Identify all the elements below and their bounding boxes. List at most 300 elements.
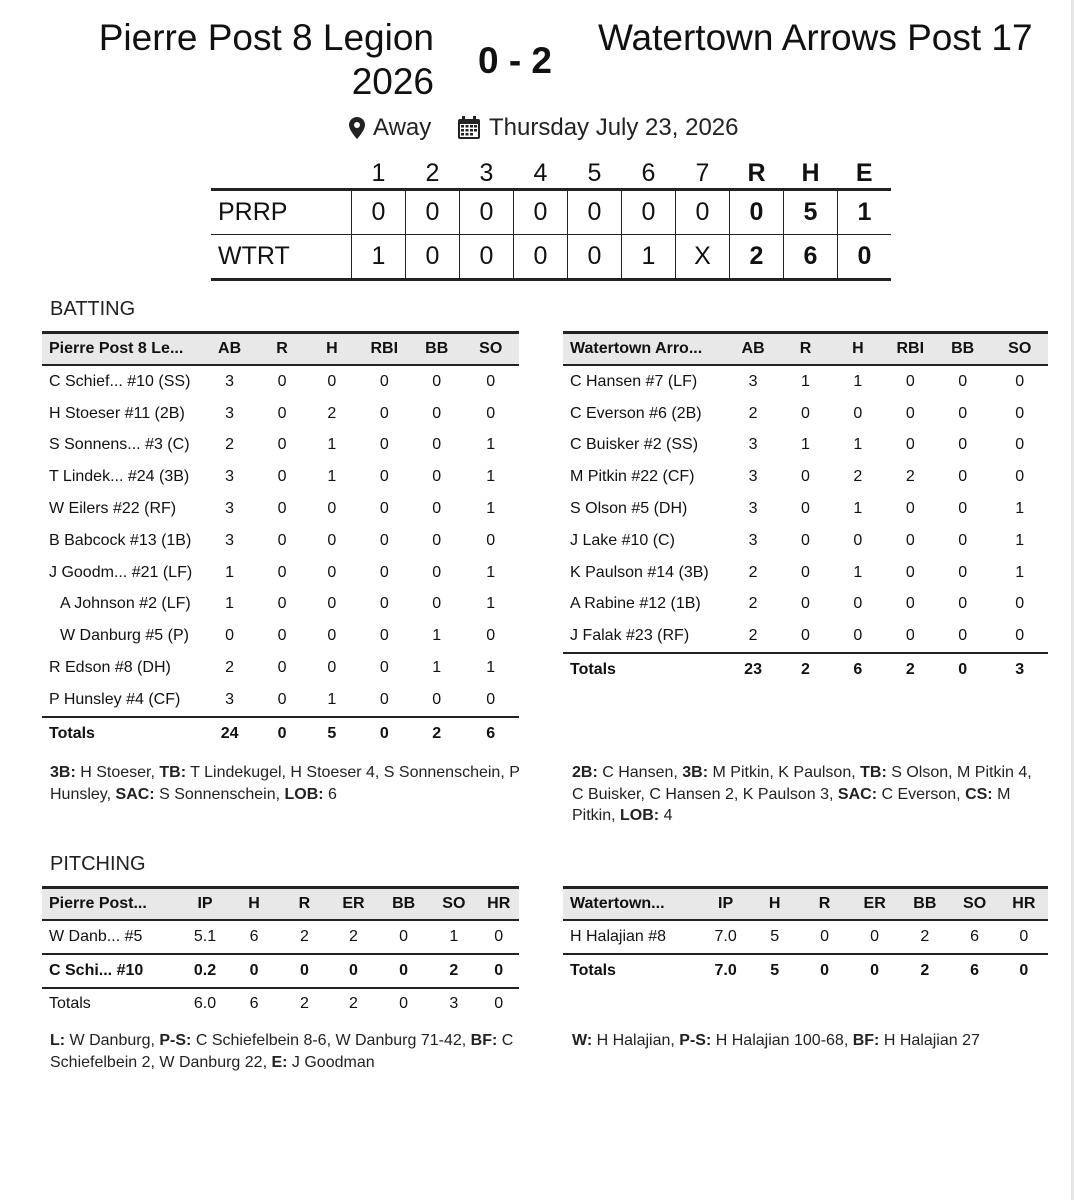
note-key: 3B: xyxy=(50,764,76,781)
stat-cell: 0 xyxy=(1015,404,1025,422)
stat-cell: 0 xyxy=(958,404,968,422)
stat-cell: 0 xyxy=(277,436,287,454)
inning-score: 0 xyxy=(514,190,568,235)
stat-cell: 2 xyxy=(225,436,235,454)
note-key: LOB: xyxy=(284,785,324,803)
stat-cell: 1 xyxy=(486,659,496,677)
table-row xyxy=(42,684,519,717)
linescore-row-home xyxy=(211,235,891,280)
stat-cell: 0 xyxy=(379,468,389,486)
stat-cell: 3 xyxy=(225,404,235,422)
stat-cell: 0 xyxy=(486,627,496,645)
note-value: M Pitkin, K Paulson, xyxy=(708,764,861,781)
linescore-header xyxy=(211,158,891,190)
stat-cell: 0 xyxy=(958,531,968,549)
inning-score: 0 xyxy=(622,190,676,235)
inning-score: 0 xyxy=(352,190,406,235)
total-cell: 0 xyxy=(399,995,409,1013)
table-row xyxy=(42,652,519,684)
stat-cell: 1 xyxy=(486,436,496,454)
hits-header: H xyxy=(801,158,820,187)
location-label: Away xyxy=(373,114,432,141)
stat-cell: 0 xyxy=(327,595,337,613)
stat-column-header: R xyxy=(799,340,812,357)
note-key: SAC: xyxy=(837,785,878,803)
player-name[interactable]: J Lake #10 (C) xyxy=(570,531,675,549)
stat-cell: 1 xyxy=(486,595,496,613)
total-cell: 24 xyxy=(220,724,239,742)
stat-cell: 0 xyxy=(432,404,442,422)
total-cell: 2 xyxy=(348,995,358,1013)
errors-header: E xyxy=(855,158,873,187)
calendar-icon xyxy=(457,116,481,140)
table-header-row xyxy=(563,333,1048,366)
stat-cell: 0 xyxy=(327,627,337,645)
inning-score: 0 xyxy=(460,190,514,235)
stat-cell: 0 xyxy=(432,468,442,486)
stat-cell: 0 xyxy=(379,404,389,422)
stat-column-header: HR xyxy=(487,895,511,912)
stat-column-header: ER xyxy=(342,895,365,912)
away-batting-notes xyxy=(50,762,525,805)
inning-score: X xyxy=(676,235,730,280)
player-name[interactable]: A Johnson #2 (LF) xyxy=(60,595,191,613)
total-cell: 6 xyxy=(970,961,980,979)
stat-cell: 0 xyxy=(379,627,389,645)
final-score: 0 - 2 xyxy=(477,40,553,81)
table-row xyxy=(563,920,1048,954)
note-value: W Danburg, xyxy=(65,1032,160,1049)
player-name[interactable]: W Danb... #5 xyxy=(49,927,143,945)
stat-cell: 1 xyxy=(449,927,459,945)
stat-cell: 1 xyxy=(432,659,442,677)
total-cell: 0 xyxy=(494,995,504,1013)
inning-score: 0 xyxy=(676,190,730,235)
inning-score: 0 xyxy=(406,235,460,280)
linescore-table xyxy=(211,158,891,281)
stat-cell: 0 xyxy=(277,500,287,518)
inning-score: 1 xyxy=(622,235,676,280)
player-name[interactable]: S Sonnens... #3 (C) xyxy=(49,436,190,454)
total-cell: 2 xyxy=(905,661,915,679)
total-cell: 2 xyxy=(920,961,930,979)
totals-label: Totals xyxy=(570,961,616,979)
linescore-team-header xyxy=(211,158,352,190)
totals-label: Totals xyxy=(49,724,95,742)
note-value: S Sonnenschein, xyxy=(154,785,285,803)
table-row xyxy=(563,430,1048,462)
table-row xyxy=(42,954,519,988)
stat-cell: 0 xyxy=(958,627,968,645)
stat-cell: 0 xyxy=(277,372,287,390)
totals-label: Totals xyxy=(570,661,616,679)
away-pitching-table xyxy=(42,886,519,1020)
stat-cell: 3 xyxy=(225,500,235,518)
totals-row xyxy=(42,988,519,1021)
total-cell: 6.0 xyxy=(193,995,217,1013)
note-value: M Pitkin, xyxy=(572,785,1015,824)
stat-cell: 0 xyxy=(801,500,810,518)
table-row xyxy=(563,461,1048,493)
note-key: P-S: xyxy=(159,1032,192,1049)
inning-header: 5 xyxy=(587,158,602,187)
stat-cell: 0 xyxy=(958,595,968,613)
stat-cell: 0 xyxy=(958,372,968,390)
stat-cell: 0 xyxy=(277,659,287,677)
stat-cell: 0 xyxy=(1015,436,1025,454)
stat-cell: 1 xyxy=(486,563,496,581)
hits-total: 5 xyxy=(784,190,838,235)
stat-column-header: SO xyxy=(1008,340,1032,357)
stat-cell: 0 xyxy=(327,531,337,549)
note-key: E: xyxy=(271,1053,288,1071)
table-row xyxy=(42,430,519,462)
total-cell: 6 xyxy=(853,661,863,679)
stat-column-header: BB xyxy=(392,895,416,912)
stat-column-header: H xyxy=(326,340,338,357)
stat-cell: 0 xyxy=(432,500,442,518)
table-header-row xyxy=(42,888,519,921)
note-value: H Stoeser, xyxy=(75,764,160,781)
total-cell: 2 xyxy=(299,995,309,1013)
table-row xyxy=(563,589,1048,621)
stat-column-header: BB xyxy=(951,340,975,357)
note-key: BF: xyxy=(852,1032,880,1049)
home-pitching-table xyxy=(563,886,1048,987)
stat-cell: 1 xyxy=(1015,531,1025,549)
stat-cell: 0 xyxy=(327,372,337,390)
stat-cell: 2 xyxy=(748,404,758,422)
stat-cell: 2 xyxy=(449,961,459,979)
note-value: C Schiefelbein 2, W Danburg 22, xyxy=(50,1032,518,1071)
stat-cell: 0 xyxy=(801,563,810,581)
note-value: H Halajian 27 xyxy=(879,1032,980,1049)
player-name[interactable]: M Pitkin #22 (CF) xyxy=(570,468,695,486)
stat-cell: 1 xyxy=(225,595,235,613)
team-column-header: Pierre Post... xyxy=(49,895,147,912)
total-cell: 0 xyxy=(820,961,830,979)
game-date xyxy=(457,114,738,142)
stat-column-header: RBI xyxy=(370,340,399,357)
player-name[interactable]: P Hunsley #4 (CF) xyxy=(49,690,181,708)
table-row xyxy=(563,557,1048,589)
stat-column-header: SO xyxy=(442,895,466,912)
stat-cell: 0 xyxy=(379,372,389,390)
stat-cell: 0 xyxy=(905,500,915,518)
table-row xyxy=(563,620,1048,653)
stat-cell: 3 xyxy=(748,500,758,518)
stat-cell: 3 xyxy=(748,372,758,390)
note-key: 2B: xyxy=(572,764,598,781)
stat-cell: 0 xyxy=(379,563,389,581)
stat-cell: 1 xyxy=(1015,563,1025,581)
map-pin-icon xyxy=(349,117,365,139)
team-column-header: Watertown Arro... xyxy=(570,340,703,357)
stat-cell: 7.0 xyxy=(714,927,737,945)
total-cell: 6 xyxy=(249,995,259,1013)
player-name[interactable]: C Schief... #10 (SS) xyxy=(49,372,191,390)
stat-cell: 0 xyxy=(225,627,235,645)
stat-cell: 0 xyxy=(379,659,389,677)
away-team-name: Pierre Post 8 Legion 2026 xyxy=(98,17,434,102)
inning-header: 2 xyxy=(425,158,440,187)
total-cell: 5 xyxy=(770,961,780,979)
stat-cell: 0 xyxy=(486,404,496,422)
stat-cell: 2 xyxy=(748,627,758,645)
stat-cell: 0 xyxy=(348,961,358,979)
stat-cell: 0 xyxy=(820,927,830,945)
home-team-name: Watertown Arrows Post 17 xyxy=(598,17,1033,58)
total-cell: 0 xyxy=(1019,961,1029,979)
stat-cell: 0 xyxy=(379,690,389,708)
stat-cell: 0 xyxy=(494,927,504,945)
stat-cell: 3 xyxy=(748,468,758,486)
stat-cell: 0 xyxy=(958,436,968,454)
stat-cell: 0 xyxy=(327,659,337,677)
note-value: J Goodman xyxy=(287,1053,375,1071)
totals-label: Totals xyxy=(49,995,91,1013)
linescore-row-away xyxy=(211,190,891,235)
note-key: TB: xyxy=(159,764,187,781)
away-batting-table xyxy=(42,331,519,750)
stat-cell: 0 xyxy=(277,563,287,581)
total-cell: 5 xyxy=(327,724,337,742)
stat-cell: 0 xyxy=(379,531,389,549)
stat-cell: 2 xyxy=(225,659,235,677)
stat-cell: 0 xyxy=(905,436,915,454)
stat-cell: 0 xyxy=(905,404,915,422)
linescore-team: PRRP xyxy=(218,198,288,226)
runs-header: R xyxy=(747,158,766,187)
stat-column-header: BB xyxy=(425,340,449,357)
stat-cell: 0.2 xyxy=(193,961,217,979)
stat-cell: 0 xyxy=(905,627,915,645)
total-cell: 3 xyxy=(449,995,459,1013)
stat-cell: 0 xyxy=(277,690,287,708)
stat-cell: 0 xyxy=(905,563,915,581)
player-name[interactable]: A Rabine #12 (1B) xyxy=(570,595,701,613)
stat-cell: 0 xyxy=(432,690,442,708)
stat-cell: 1 xyxy=(1015,500,1025,518)
table-row xyxy=(42,525,519,557)
stat-cell: 2 xyxy=(299,927,309,945)
inning-score: 0 xyxy=(568,235,622,280)
stat-cell: 5 xyxy=(770,927,780,945)
table-row xyxy=(42,620,519,652)
stat-column-header: H xyxy=(248,895,260,912)
player-name[interactable]: R Edson #8 (DH) xyxy=(49,659,171,677)
table-row xyxy=(563,525,1048,557)
table-row xyxy=(42,365,519,398)
stat-cell: 1 xyxy=(486,468,496,486)
total-cell: 0 xyxy=(870,961,880,979)
stat-cell: 0 xyxy=(277,404,287,422)
player-name[interactable]: C Buisker #2 (SS) xyxy=(570,436,699,454)
stat-cell: 3 xyxy=(225,372,235,390)
note-value: C Schiefelbein 8-6, W Danburg 71-42, xyxy=(191,1032,471,1049)
stat-cell: 2 xyxy=(853,468,863,486)
stat-cell: 0 xyxy=(853,595,863,613)
note-key: 3B: xyxy=(682,764,709,781)
stat-cell: 0 xyxy=(853,404,863,422)
player-name[interactable]: J Falak #23 (RF) xyxy=(570,627,690,645)
table-header-row xyxy=(42,333,519,366)
stat-cell: 3 xyxy=(225,690,235,708)
stat-cell: 2 xyxy=(920,927,930,945)
stat-cell: 0 xyxy=(277,627,287,645)
total-cell: 0 xyxy=(277,724,287,742)
stat-cell: 0 xyxy=(1019,927,1029,945)
table-row xyxy=(42,557,519,589)
total-cell: 2 xyxy=(432,724,442,742)
stat-cell: 1 xyxy=(853,436,863,454)
stat-cell: 0 xyxy=(801,468,810,486)
stat-cell: 0 xyxy=(379,500,389,518)
errors-total: 1 xyxy=(838,190,892,235)
total-cell: 0 xyxy=(958,661,968,679)
stat-column-header: RBI xyxy=(896,340,925,357)
inning-header: 4 xyxy=(533,158,548,187)
player-name[interactable]: J Goodm... #21 (LF) xyxy=(49,563,193,581)
stat-cell: 0 xyxy=(801,404,810,422)
note-value: C Hansen, xyxy=(597,764,683,781)
stat-cell: 0 xyxy=(379,436,389,454)
player-name[interactable]: C Hansen #7 (LF) xyxy=(570,372,698,390)
note-key: TB: xyxy=(860,764,887,781)
note-key: CS: xyxy=(965,785,993,803)
stat-column-header: IP xyxy=(197,895,213,912)
note-value: H Halajian, xyxy=(592,1032,680,1049)
stat-column-header: SO xyxy=(479,340,503,357)
player-name[interactable]: S Olson #5 (DH) xyxy=(570,500,688,518)
player-name[interactable]: W Danburg #5 (P) xyxy=(60,627,189,645)
stat-column-header: AB xyxy=(741,340,765,357)
note-key: BF: xyxy=(470,1032,498,1049)
stat-cell: 0 xyxy=(801,531,810,549)
table-row xyxy=(42,920,519,954)
table-row xyxy=(563,398,1048,430)
note-value: S Olson, M Pitkin 4, C Buisker, C Hansen 2, K Paulson 3, xyxy=(572,764,1037,803)
player-name[interactable]: H Stoeser #11 (2B) xyxy=(49,404,185,422)
inning-score: 0 xyxy=(568,190,622,235)
stat-cell: 1 xyxy=(327,468,337,486)
stat-cell: 0 xyxy=(379,595,389,613)
stat-column-header: R xyxy=(276,340,288,357)
note-value: 6 xyxy=(323,785,337,803)
stat-cell: 3 xyxy=(225,468,235,486)
table-header-row xyxy=(563,888,1048,921)
stat-cell: 0 xyxy=(853,531,863,549)
stat-cell: 0 xyxy=(432,436,442,454)
inning-score: 0 xyxy=(406,190,460,235)
stat-cell: 0 xyxy=(1015,627,1025,645)
stat-column-header: SO xyxy=(963,895,987,912)
total-cell: 0 xyxy=(379,724,389,742)
player-name[interactable]: T Lindek... #24 (3B) xyxy=(49,468,190,486)
total-cell: 6 xyxy=(486,724,496,742)
team-column-header: Pierre Post 8 Le... xyxy=(49,340,184,357)
note-key: P-S: xyxy=(679,1032,712,1049)
stat-cell: 6 xyxy=(970,927,980,945)
stat-cell: 1 xyxy=(432,627,442,645)
stat-cell: 0 xyxy=(958,563,968,581)
stat-cell: 1 xyxy=(853,563,863,581)
team-column-header: Watertown... xyxy=(570,895,665,912)
player-name[interactable]: K Paulson #14 (3B) xyxy=(570,563,709,581)
stat-cell: 1 xyxy=(853,500,863,518)
stat-cell: 0 xyxy=(1015,595,1025,613)
totals-row xyxy=(563,954,1048,987)
stat-cell: 1 xyxy=(327,690,337,708)
stat-cell: 0 xyxy=(486,690,496,708)
stat-cell: 2 xyxy=(348,927,358,945)
stat-cell: 2 xyxy=(748,595,758,613)
stat-cell: 0 xyxy=(432,595,442,613)
stat-cell: 2 xyxy=(905,468,915,486)
stat-cell: 6 xyxy=(249,927,259,945)
away-pitching-notes xyxy=(50,1030,520,1073)
note-key: SAC: xyxy=(115,785,155,803)
table-row xyxy=(563,365,1048,398)
stat-cell: 0 xyxy=(299,961,309,979)
note-value: C Everson, xyxy=(877,785,966,803)
stat-cell: 1 xyxy=(486,500,496,518)
stat-cell: 0 xyxy=(870,927,880,945)
stat-cell: 1 xyxy=(801,436,810,454)
table-row xyxy=(42,398,519,430)
batting-section-title: BATTING xyxy=(50,298,136,320)
stat-column-header: R xyxy=(818,895,831,912)
stat-cell: 0 xyxy=(277,531,287,549)
player-name[interactable]: C Everson #6 (2B) xyxy=(570,404,702,422)
stat-cell: 0 xyxy=(432,563,442,581)
stat-cell: 0 xyxy=(432,372,442,390)
stat-cell: 0 xyxy=(494,961,504,979)
player-name[interactable]: C Schi... #10 xyxy=(49,961,144,979)
total-cell: 23 xyxy=(744,661,762,679)
totals-row xyxy=(563,653,1048,686)
note-key: L: xyxy=(50,1032,66,1049)
stat-column-header: R xyxy=(298,895,311,912)
table-row xyxy=(42,461,519,493)
pitching-section-title: PITCHING xyxy=(50,853,146,875)
stat-cell: 1 xyxy=(801,372,810,390)
total-cell: 2 xyxy=(801,661,810,679)
stat-column-header: HR xyxy=(1012,895,1036,912)
stat-column-header: BB xyxy=(913,895,937,912)
inning-header: 7 xyxy=(695,158,710,187)
inning-header: 3 xyxy=(479,158,494,187)
stat-cell: 0 xyxy=(277,595,287,613)
player-name[interactable]: H Halajian #8 xyxy=(570,927,667,945)
home-batting-notes xyxy=(572,762,1042,827)
stat-cell: 0 xyxy=(399,927,409,945)
stat-cell: 0 xyxy=(432,531,442,549)
stat-column-header: ER xyxy=(863,895,886,912)
stat-cell: 0 xyxy=(486,372,496,390)
stat-cell: 0 xyxy=(277,468,287,486)
table-row xyxy=(563,493,1048,525)
stat-cell: 0 xyxy=(801,627,810,645)
stat-cell: 0 xyxy=(853,627,863,645)
player-name[interactable]: W Eilers #22 (RF) xyxy=(49,500,177,518)
table-row xyxy=(42,589,519,621)
player-name[interactable]: B Babcock #13 (1B) xyxy=(49,531,192,549)
note-value: T Lindekugel, H Stoeser 4, S Sonnenschein, P Hunsley, xyxy=(50,764,525,803)
stat-column-header: H xyxy=(768,895,781,912)
note-key: LOB: xyxy=(620,807,660,824)
stat-column-header: H xyxy=(852,340,864,357)
